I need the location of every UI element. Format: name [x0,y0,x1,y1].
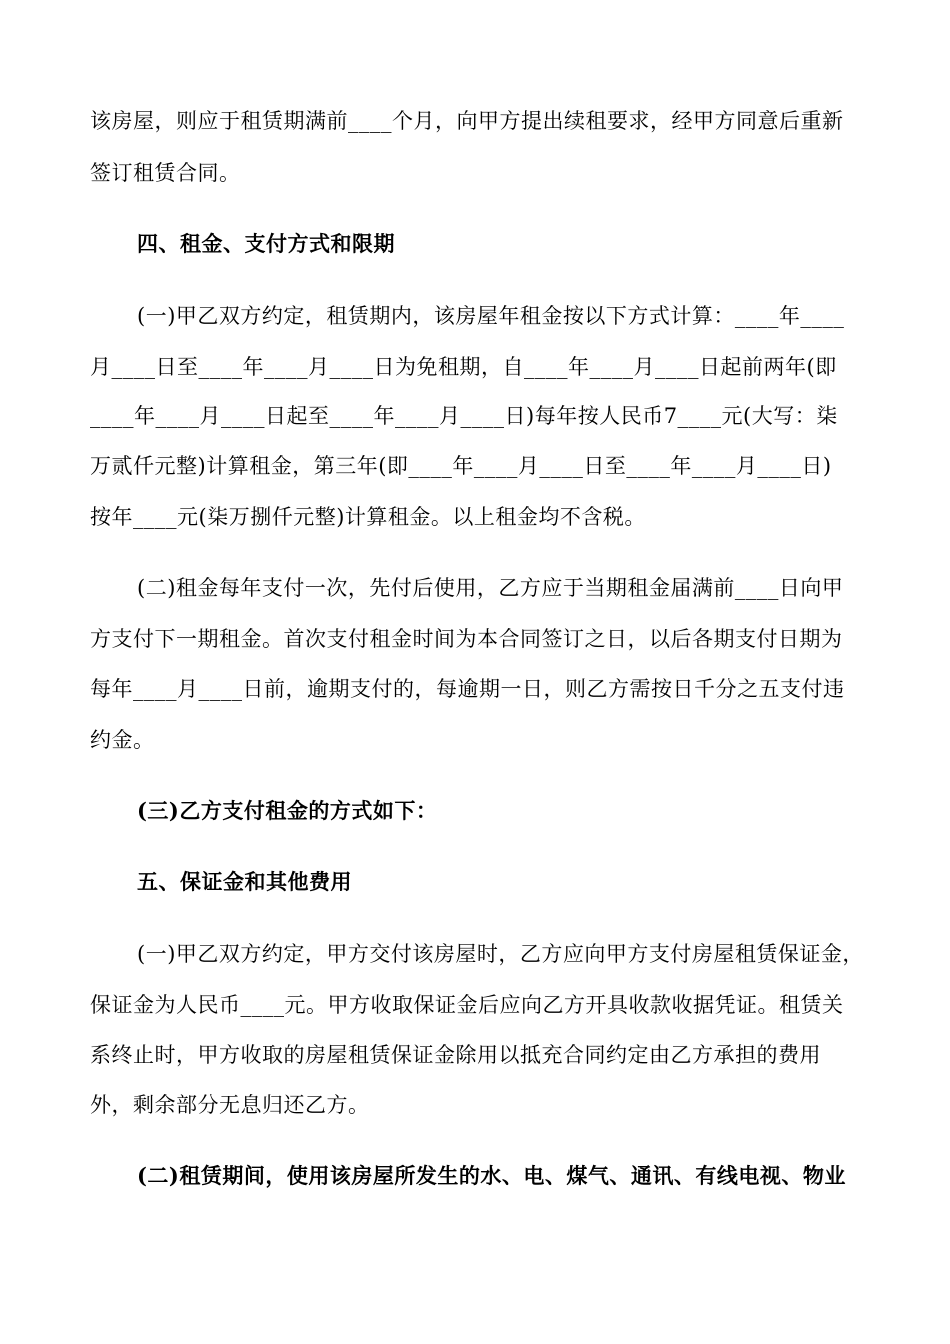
paragraph-line: 万贰仟元整)计算租金，第三年(即____年____月____日至____年____月____日) [90,454,832,478]
paragraph-line: (一)甲乙双方约定，甲方交付该房屋时，乙方应向甲方支付房屋租赁保证金， [137,942,864,966]
paragraph-line: 按年____元(柒万捌仟元整)计算租金。以上租金均不含税。 [90,505,646,529]
paragraph-line: 月____日至____年____月____日为免租期，自____年____月____日起前两年(即 [90,355,837,379]
paragraph-line: 每年____月____日前，逾期支付的，每逾期一日，则乙方需按日千分之五支付违 [90,677,845,701]
paragraph-line: 方支付下一期租金。首次支付租金时间为本合同签订之日，以后各期支付日期为 [90,627,843,651]
paragraph-line: (一)甲乙双方约定，租赁期内，该房屋年租金按以下方式计算：____年____ [137,304,845,328]
paragraph-line: 该房屋，则应于租赁期满前____个月，向甲方提出续租要求，经甲方同意后重新 [90,109,844,133]
paragraph-line: 系终止时，甲方收取的房屋租赁保证金除用以抵充合同约定由乙方承担的费用 [90,1043,821,1067]
paragraph-line: (二)租金每年支付一次，先付后使用，乙方应于当期租金届满前____日向甲 [137,576,844,600]
paragraph-line: 约金。 [90,728,155,752]
paragraph-line: 外，剩余部分无息归还乙方。 [90,1093,370,1117]
paragraph-line: 签订租赁合同。 [90,161,241,185]
section-heading-5: 五、保证金和其他费用 [137,869,352,894]
paragraph-line: ____年____月____日起至____年____月____日)每年按人民币7____元(大写：柒 [90,404,838,428]
section-heading-4: 四、租金、支付方式和限期 [137,231,395,256]
paragraph-line-bold: (二)租赁期间，使用该房屋所发生的水、电、煤气、通讯、有线电视、物业 [137,1163,846,1188]
paragraph-line: 保证金为人民币____元。甲方收取保证金后应向乙方开具收款收据凭证。租赁关 [90,993,844,1017]
subsection-heading: (三)乙方支付租金的方式如下： [137,798,438,823]
